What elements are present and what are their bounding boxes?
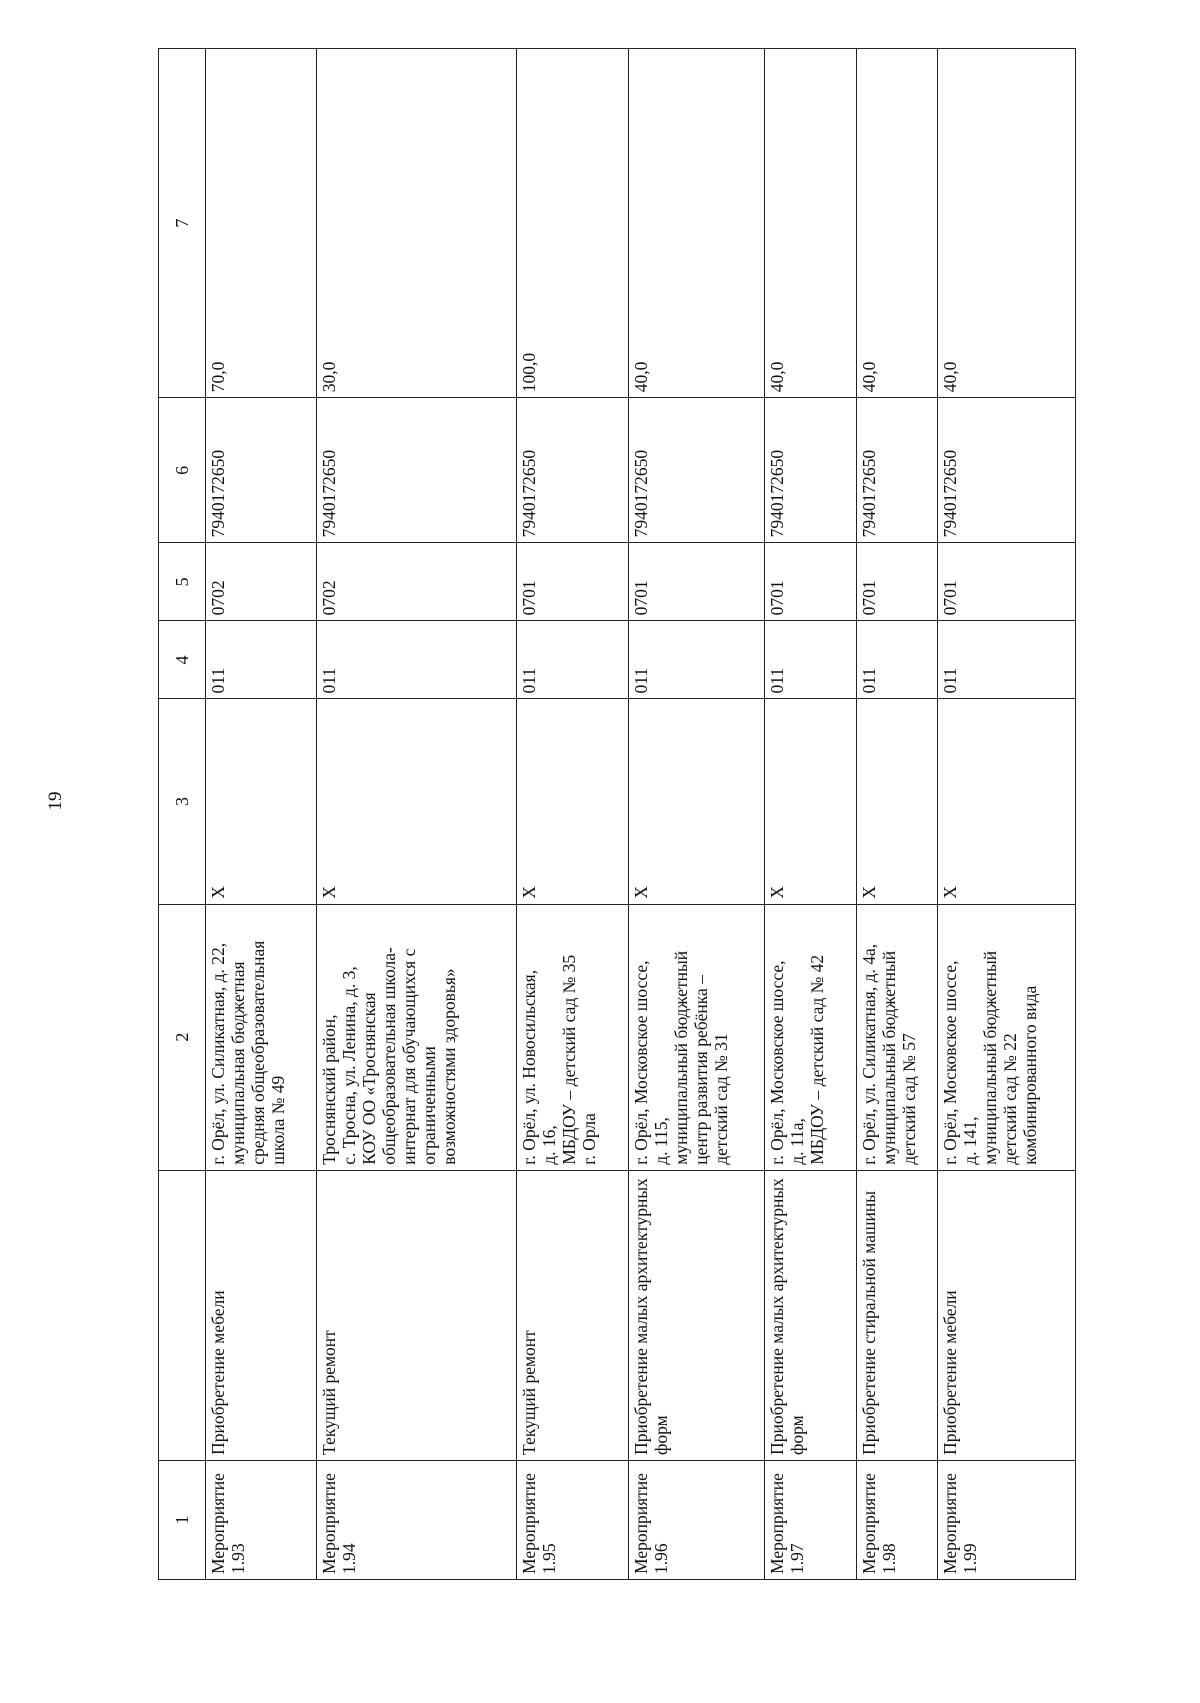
header-col-1b bbox=[159, 1170, 206, 1460]
col4-cell: 011 bbox=[856, 621, 937, 699]
col3-cell: Х bbox=[206, 699, 317, 904]
address-line: г. Орёл, Московское шоссе, bbox=[939, 960, 960, 1165]
measure-address-cell bbox=[856, 904, 937, 1170]
measure-description-cell: Приобретение стиральной машины bbox=[856, 1170, 937, 1460]
col3-cell: Х bbox=[856, 699, 937, 904]
col7-cell: 40,0 bbox=[765, 49, 856, 398]
measure-description-cell: Приобретение малых архитектурных форм bbox=[765, 1170, 856, 1460]
col7-cell: 70,0 bbox=[206, 49, 317, 398]
address-line: комбинированного вида bbox=[1019, 985, 1040, 1165]
table-row bbox=[629, 49, 765, 1580]
measure-address-cell bbox=[316, 904, 516, 1170]
measure-id-cell: Мероприятие 1.99 bbox=[937, 1460, 1075, 1579]
measure-description-cell: Приобретение мебели bbox=[206, 1170, 317, 1460]
address-line: интернат для обучающихся с bbox=[398, 948, 419, 1165]
header-col-6: 6 bbox=[159, 398, 206, 543]
col4-cell: 011 bbox=[206, 621, 317, 699]
address-line: муниципальная бюджетная bbox=[228, 961, 248, 1165]
address-line: с. Тросна, ул. Ленина, д. 3, bbox=[338, 966, 359, 1165]
measure-description-cell: Приобретение мебели bbox=[937, 1170, 1075, 1460]
col4-cell: 011 bbox=[316, 621, 516, 699]
header-col-4: 4 bbox=[159, 621, 206, 699]
address-line: МБДОУ – детский сад № 42 bbox=[807, 954, 828, 1165]
address-line: детский сад № 57 bbox=[898, 1033, 919, 1165]
address-line: д. 11а, bbox=[787, 1118, 808, 1165]
address-line: средняя общеобразовательная bbox=[248, 940, 268, 1165]
header-col-3: 3 bbox=[159, 699, 206, 904]
measure-address-cell bbox=[629, 904, 765, 1170]
measure-id-cell: Мероприятие 1.97 bbox=[765, 1460, 856, 1579]
col6-cell: 7940172650 bbox=[856, 398, 937, 543]
col5-cell: 0702 bbox=[206, 543, 317, 621]
rotated-table-container bbox=[158, 48, 1076, 1580]
col5-cell: 0701 bbox=[856, 543, 937, 621]
measure-id-cell: Мероприятие 1.95 bbox=[516, 1460, 629, 1579]
col7-cell: 30,0 bbox=[316, 49, 516, 398]
col3-cell: Х bbox=[937, 699, 1075, 904]
measure-address-cell bbox=[937, 904, 1075, 1170]
measure-description-cell: Текущий ремонт bbox=[516, 1170, 629, 1460]
address-line: д. 16, bbox=[538, 1125, 559, 1165]
address-line: д. 141, bbox=[959, 1116, 980, 1165]
measure-description-cell: Текущий ремонт bbox=[316, 1170, 516, 1460]
address-line: г. Орла bbox=[578, 1113, 599, 1165]
address-line: центр развития ребёнка – bbox=[691, 975, 712, 1165]
table-row bbox=[856, 49, 937, 1580]
table-header-row bbox=[159, 49, 206, 1580]
header-col-5: 5 bbox=[159, 543, 206, 621]
col5-cell: 0701 bbox=[937, 543, 1075, 621]
address-line: г. Орёл, ул. Силикатная, д. 4а, bbox=[858, 943, 879, 1165]
col6-cell: 7940172650 bbox=[316, 398, 516, 543]
header-col-2: 2 bbox=[159, 904, 206, 1170]
header-col-1: 1 bbox=[159, 1460, 206, 1579]
measure-id-cell: Мероприятие 1.94 bbox=[316, 1460, 516, 1579]
measure-id-cell: Мероприятие 1.96 bbox=[629, 1460, 765, 1579]
col6-cell: 7940172650 bbox=[629, 398, 765, 543]
col6-cell: 7940172650 bbox=[765, 398, 856, 543]
col5-cell: 0701 bbox=[629, 543, 765, 621]
address-line: муниципальный бюджетный bbox=[878, 950, 899, 1165]
address-line: школа № 49 bbox=[268, 1075, 288, 1165]
col4-cell: 011 bbox=[765, 621, 856, 699]
header-col-7: 7 bbox=[159, 49, 206, 398]
address-line: Троснянский район, bbox=[318, 1014, 339, 1165]
address-line: детский сад № 31 bbox=[711, 1033, 732, 1165]
address-line: МБДОУ – детский сад № 35 bbox=[558, 954, 579, 1165]
col7-cell: 40,0 bbox=[937, 49, 1075, 398]
address-line: г. Орёл, ул. Силикатная, д. 22, bbox=[208, 942, 228, 1165]
table-row bbox=[765, 49, 856, 1580]
address-line: возможностями здоровья» bbox=[438, 968, 459, 1165]
address-line: общеобразовательная школа- bbox=[378, 947, 399, 1165]
col4-cell: 011 bbox=[629, 621, 765, 699]
table-body bbox=[206, 49, 1076, 1580]
col3-cell: Х bbox=[316, 699, 516, 904]
col4-cell: 011 bbox=[516, 621, 629, 699]
col6-cell: 7940172650 bbox=[206, 398, 317, 543]
col6-cell: 7940172650 bbox=[516, 398, 629, 543]
col7-cell: 40,0 bbox=[856, 49, 937, 398]
measure-address-cell bbox=[765, 904, 856, 1170]
measure-description-cell: Приобретение малых архитектурных форм bbox=[629, 1170, 765, 1460]
measure-address-cell bbox=[516, 904, 629, 1170]
col4-cell: 011 bbox=[937, 621, 1075, 699]
address-line: д. 115, bbox=[651, 1117, 672, 1165]
measures-table bbox=[158, 48, 1076, 1580]
address-line: ограниченными bbox=[418, 1046, 439, 1165]
table-row bbox=[937, 49, 1075, 1580]
measure-id-cell: Мероприятие 1.93 bbox=[206, 1460, 317, 1579]
col5-cell: 0701 bbox=[516, 543, 629, 621]
address-line: детский сад № 22 bbox=[999, 1033, 1020, 1165]
page-number: 19 bbox=[45, 791, 66, 811]
address-line: муниципальный бюджетный bbox=[671, 950, 692, 1165]
col7-cell: 40,0 bbox=[629, 49, 765, 398]
col3-cell: Х bbox=[516, 699, 629, 904]
address-line: КОУ ОО «Троснянская bbox=[358, 992, 379, 1165]
address-line: г. Орёл, ул. Новосильская, bbox=[518, 969, 539, 1165]
measure-address-cell bbox=[206, 904, 317, 1170]
measure-id-cell: Мероприятие 1.98 bbox=[856, 1460, 937, 1579]
col5-cell: 0702 bbox=[316, 543, 516, 621]
col3-cell: Х bbox=[765, 699, 856, 904]
table-row bbox=[316, 49, 516, 1580]
col6-cell: 7940172650 bbox=[937, 398, 1075, 543]
address-line: г. Орёл, Московское шоссе, bbox=[767, 960, 788, 1165]
col3-cell: Х bbox=[629, 699, 765, 904]
table-row bbox=[516, 49, 629, 1580]
table-row bbox=[206, 49, 317, 1580]
address-line: муниципальный бюджетный bbox=[979, 950, 1000, 1165]
col5-cell: 0701 bbox=[765, 543, 856, 621]
address-line: г. Орёл, Московское шоссе, bbox=[631, 960, 652, 1165]
col7-cell: 100,0 bbox=[516, 49, 629, 398]
